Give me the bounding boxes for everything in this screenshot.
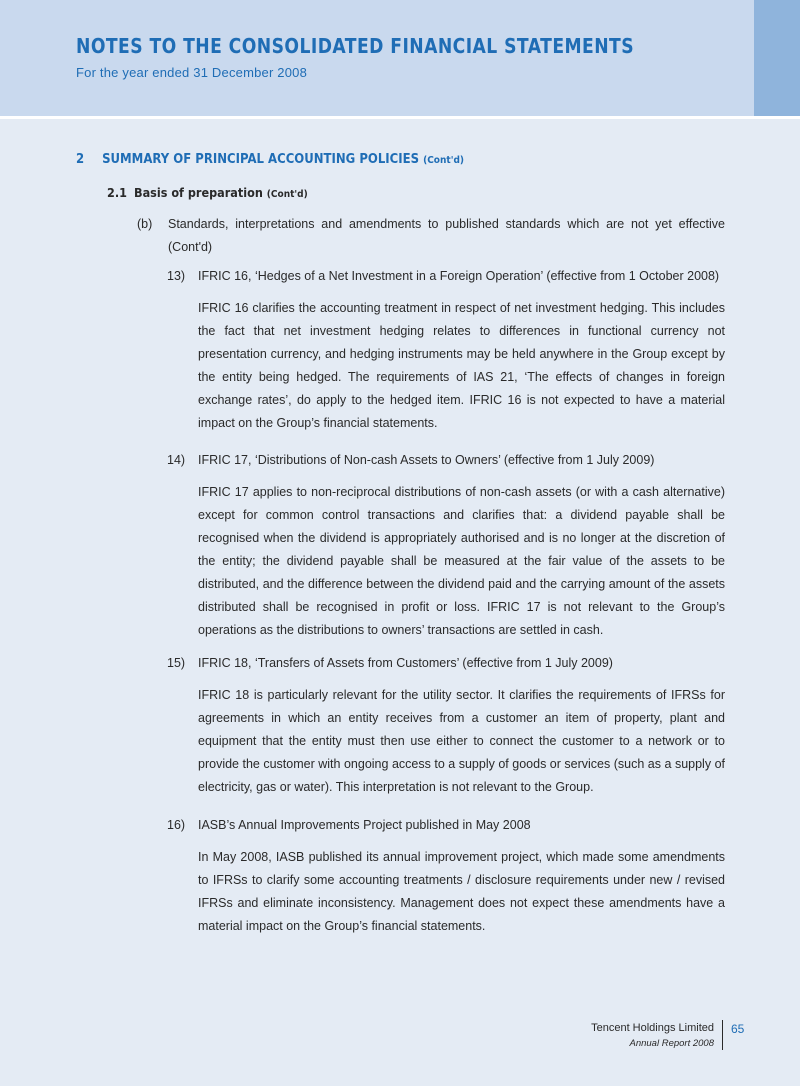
item-text: Standards, interpretations and amendments to published standards which are not yet effective (Cont'd) bbox=[168, 217, 725, 254]
subsection-number: 2.1 bbox=[107, 185, 127, 200]
page-number: 65 bbox=[731, 1022, 745, 1036]
footer-report-name: Annual Report 2008 bbox=[629, 1038, 714, 1049]
item-title: IASB’s Annual Improvements Project published in May 2008 bbox=[198, 818, 531, 832]
item-paragraph: IFRIC 18 is particularly relevant for the utility sector. It clarifies the requirements of IFRSs for agreements in which an entity receives from a customer an item of property, plant and equipment that the entity must then use either to connect the customer to a network or to provide the customer with ongoing access to a supply of goods or services (such as a supply of electricity, gas or water). This interpretation is not relevant to the Group. bbox=[198, 688, 725, 794]
item-number: 15) bbox=[167, 656, 186, 670]
item-paragraph: IFRIC 17 applies to non-reciprocal distributions of non-cash assets (or with a cash alternative) except for common control transactions and clarifies that: a dividend payable shall be recognised when the dividend is appropriately authorised and is no longer at the discretion of the entity; the dividend payable shall be measured at the fair value of the assets to be distributed, and the difference between the dividend paid and the carrying amount of the assets distributed shall be recognised in profit or loss. IFRIC 17 is not relevant to the Group’s operations as the distributions to owners’ transactions are settled in cash. bbox=[198, 485, 725, 637]
section-title: SUMMARY OF PRINCIPAL ACCOUNTING POLICIES bbox=[102, 152, 420, 167]
subsection-heading bbox=[107, 185, 308, 200]
item-label: (b) bbox=[137, 217, 153, 231]
item-title: IFRIC 16, ‘Hedges of a Net Investment in a Foreign Operation’ (effective from 1 October 2008) bbox=[198, 269, 720, 283]
section-cont-label: (Cont'd) bbox=[423, 155, 465, 166]
item-title: IFRIC 18, ‘Transfers of Assets from Customers’ (effective from 1 July 2009) bbox=[198, 656, 613, 670]
section-number: 2 bbox=[76, 152, 85, 167]
list-item-16 bbox=[167, 814, 725, 938]
item-paragraph: In May 2008, IASB published its annual improvement project, which made some amendments to IFRSs to clarify some accounting treatments / disclosure requirements under new / revised IFRSs and eliminate inconsistency. Management does not expect these amendments have a material impact on the Group’s financial statements. bbox=[198, 850, 725, 933]
item-title: IFRIC 17, ‘Distributions of Non-cash Assets to Owners’ (effective from 1 July 2009) bbox=[198, 453, 655, 467]
item-paragraph: IFRIC 16 clarifies the accounting treatment in respect of net investment hedging. This includes the fact that net investment hedging relates to differences in functional currency not presentation currency, and hedging instruments may be held anywhere in the Group except by the entity being hedged. The requirements of IAS 21, ‘The effects of changes in foreign exchange rates’, do apply to the hedged item. IFRIC 16 is not expected to have a material impact on the Group’s financial statements. bbox=[198, 301, 725, 430]
item-number: 13) bbox=[167, 269, 186, 283]
list-item-15 bbox=[167, 652, 725, 799]
subsection-title: Basis of preparation bbox=[134, 185, 263, 200]
header-tab-decoration bbox=[754, 0, 800, 116]
list-item-14 bbox=[167, 449, 725, 642]
item-number: 14) bbox=[167, 453, 186, 467]
footer-company-name: Tencent Holdings Limited bbox=[591, 1022, 714, 1034]
page-header-band bbox=[0, 0, 800, 116]
document-subtitle: For the year ended 31 December 2008 bbox=[76, 65, 308, 80]
footer-divider bbox=[722, 1020, 723, 1050]
list-item-13 bbox=[167, 265, 725, 435]
header-divider bbox=[0, 116, 800, 119]
document-title: NOTES TO THE CONSOLIDATED FINANCIAL STATEMENTS bbox=[76, 34, 635, 58]
section-heading bbox=[76, 152, 464, 167]
item-number: 16) bbox=[167, 818, 186, 832]
list-item-b bbox=[137, 213, 725, 259]
subsection-cont-label: (Cont'd) bbox=[266, 189, 308, 200]
